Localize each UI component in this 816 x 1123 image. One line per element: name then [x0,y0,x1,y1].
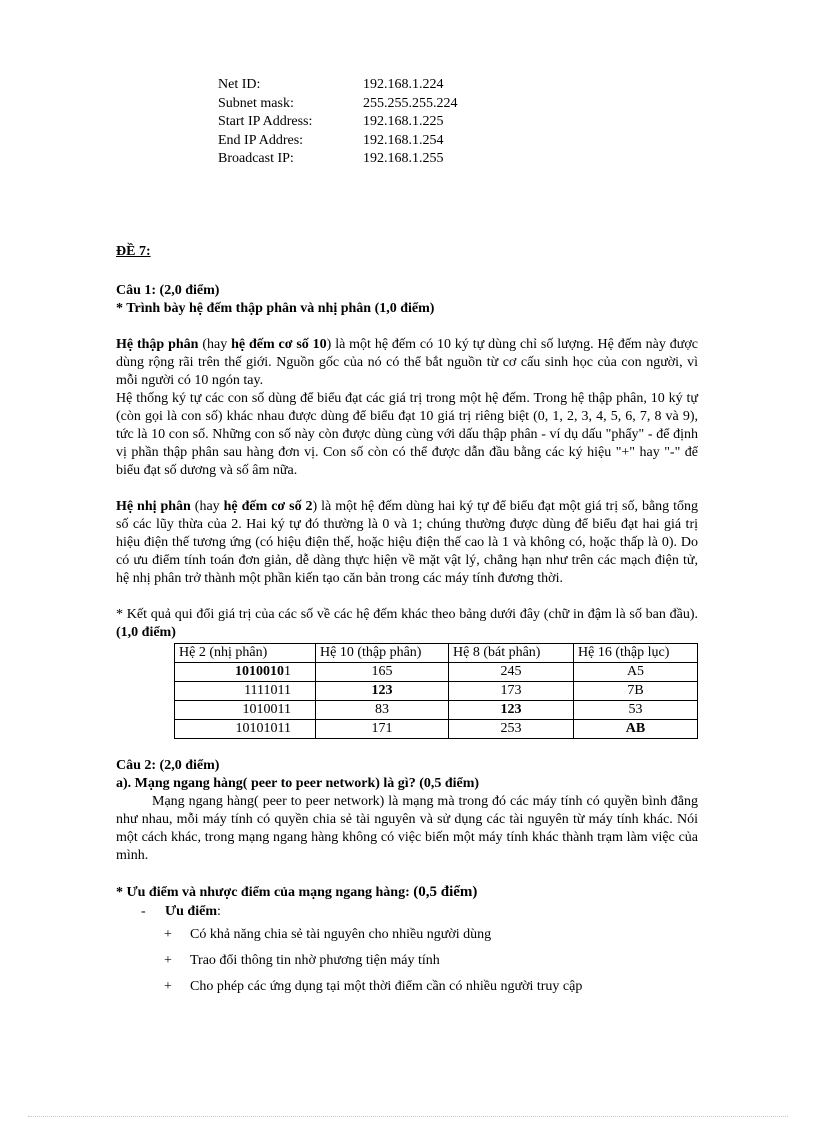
decimal-paragraph [116,336,698,390]
advantages-heading [116,883,698,902]
table-cell [449,701,574,720]
plus-bullet: + [164,979,172,994]
binary-text: ) là một hệ đếm dùng hai ký tự để biểu đạt một giá trị số, bằng tổng số các lũy thừa của 2. Hai ký tự đó thường là 0 và 1; chúng thường được dùng để biểu đạt hai giá trị hiệu điện thế tương ứng (có hiệu điện thế, hoặc hiệu điện thế cao là 1 và không có, hoặc thấp là 0). Do có ưu điểm tính toán đơn giản, dễ dàng thực hiện về mặt vật lý, chẳng hạn như trên các mạch điện tử, hệ nhị phân trở thành một phần kiến tạo căn bản trong các máy tính đương thời. [116,499,699,586]
column-header: Hệ 10 (thập phân) [316,644,449,663]
bold-value: AB [625,721,646,736]
column-header: Hệ 8 (bát phân) [449,644,574,663]
exam-content [116,242,698,1000]
result-points: (1,0 điểm) [116,625,176,640]
binary-text: (hay [190,499,224,514]
decimal-term: Hệ thập phân [116,337,199,352]
table-cell [175,663,316,682]
page-bottom-divider [28,1116,788,1117]
table-cell [449,720,574,739]
info-row-broadcast-ip [218,150,458,169]
info-value: 192.168.1.225 [363,114,444,129]
info-value: 192.168.1.224 [363,77,444,92]
info-label: Net ID: [218,77,261,92]
cell-value: A5 [626,664,645,679]
question-2a-heading: a). Mạng ngang hàng( peer to peer network) là gì? (0,5 điểm) [116,776,480,791]
table-row [175,682,698,701]
table-cell [449,663,574,682]
plus-bullet: + [164,927,172,942]
table-cell [574,720,698,739]
info-value: 192.168.1.255 [363,151,444,166]
table-cell [316,682,449,701]
list-item [164,922,698,948]
conversion-table [174,643,698,739]
info-label: Start IP Address: [218,114,313,129]
binary-term-alt: hệ đếm cơ số 2 [223,499,313,514]
info-row-end-ip [218,132,458,151]
cell-value: 173 [500,683,522,698]
table-cell [316,663,449,682]
info-value: 255.255.255.224 [363,95,458,111]
question-2-heading: Câu 2: (2,0 điểm) [116,758,220,773]
info-row-subnet-mask [218,95,458,114]
network-info-table [218,76,458,169]
table-row [175,701,698,720]
table-cell [316,720,449,739]
info-row-start-ip [218,113,458,132]
result-intro-text: * Kết quả qui đổi giá trị của các số về các hệ đếm khác theo bảng dưới đây (chữ in đậm là số ban đầu). [116,607,698,622]
cell-value: 1 [284,664,291,679]
list-item-text: Cho phép các ứng dụng tại một thời điểm cần có nhiều người truy cập [190,979,583,994]
column-header: Hệ 2 (nhị phân) [175,644,316,663]
bold-value: 123 [500,702,522,717]
table-cell [574,682,698,701]
cell-value: 10101011 [235,721,291,736]
advantages-points: (0,5 điểm) [413,884,478,900]
decimal-symbols-paragraph: Hệ thống ký tự các con số dùng để biểu đạt các giá trị trong một hệ đếm. Trong hệ thập phân, 10 ký tự (còn gọi là con số) khác nhau được dùng để biểu đạt 10 giá trị riêng biệt (0, 1, 2, 3, 4, 5, 6, 7, 8 và 9), tức là 10 con số. Những con số này còn được dùng cùng với dấu thập phân - ví dụ dấu "phẩy" - để định vị phần thập phân sau hàng đơn vị. Con số còn có thể được dẫn đầu bằng các ký hiệu "+" hay "-" để biểu đạt số dương và số âm nữa. [116,391,698,478]
table-cell [175,682,316,701]
table-cell [574,701,698,720]
info-label: End IP Addres: [218,132,304,148]
binary-term: Hệ nhị phân [116,499,191,514]
result-intro [116,606,698,642]
cell-value: 7B [627,683,644,698]
info-value: 192.168.1.254 [363,132,444,148]
cell-value: 253 [500,721,522,736]
table-cell [175,701,316,720]
info-row-net-id [218,76,458,95]
column-header: Hệ 16 (thập lục) [574,644,698,663]
cell-value: 53 [628,702,643,717]
binary-paragraph [116,498,698,588]
question-1-subheading: * Trình bày hệ đếm thập phân và nhị phân (1,0 điểm) [116,301,435,316]
table-cell [316,701,449,720]
table-cell [449,682,574,701]
peer-to-peer-definition: Mạng ngang hàng( peer to peer network) là mạng mà trong đó các máy tính có quyền bình đẳng như nhau, mỗi máy tính có quyền chia sẻ tài nguyên và sử dụng các tài nguyên từ máy tính khác. Nói một cách khác, trong mạng ngang hàng không có việc biến một máy tính khác thành trạm làm việc của mình. [116,794,698,863]
dash-bullet: - [141,904,146,919]
advantages-label-colon: : [216,904,221,919]
advantages-label-text: Ưu điểm [165,904,217,919]
decimal-text: ) là một hệ đếm có 10 ký tự dùng chỉ số lượng. Hệ đếm này được dùng rộng rãi trên thế giới. Nguồn gốc của nó có thể bắt nguồn từ cơ cấu sinh học của con người, vì mỗi người có 10 ngón tay. [116,337,698,388]
bold-value: 1010010 [235,664,284,679]
list-item [164,948,698,974]
cell-value: 165 [371,664,393,679]
table-cell [574,663,698,682]
info-label: Broadcast IP: [218,151,294,166]
table-row [175,720,698,739]
list-item-text: Có khả năng chia sẻ tài nguyên cho nhiều người dùng [190,927,492,942]
advantages-heading-text: * Ưu điểm và nhược điểm của mạng ngang hàng: [116,885,414,900]
table-header-row [175,644,698,663]
list-item [164,974,698,1000]
exam-title: ĐỀ 7: [116,244,151,259]
cell-value: 245 [500,664,522,679]
cell-value: 83 [375,702,389,717]
cell-value: 1010011 [242,702,291,717]
cell-value: 171 [371,721,393,736]
question-1-heading: Câu 1: (2,0 điểm) [116,283,220,298]
decimal-text: (hay [198,337,232,352]
cell-value: 1111011 [244,683,291,698]
table-row [175,663,698,682]
plus-bullet: + [164,953,172,968]
info-label: Subnet mask: [218,95,294,111]
decimal-term-alt: hệ đếm cơ số 10 [231,337,327,352]
advantages-label [141,902,698,922]
bold-value: 123 [371,683,393,698]
table-cell [175,720,316,739]
list-item-text: Trao đổi thông tin nhờ phương tiện máy tính [190,953,440,968]
